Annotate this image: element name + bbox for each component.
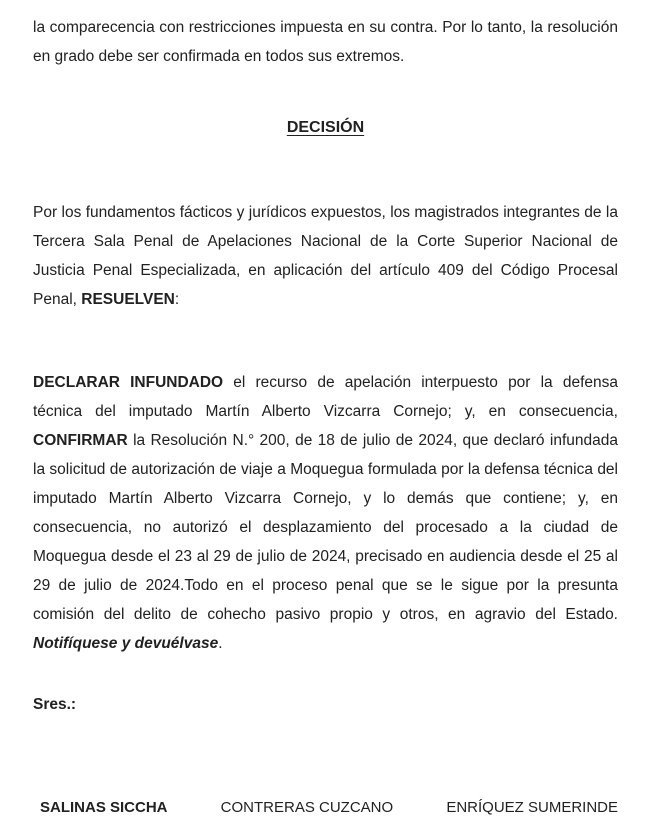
decision-paragraph [33,368,618,658]
decision-heading [33,113,618,142]
confirmar-term: CONFIRMAR [33,432,128,449]
resolution-lead-text: Por los fundamentos fácticos y jurídicos expuestos, los magistrados integrantes de la Tercera Sala Penal de Apelaciones Nacional de la Corte Superior Nacional de Justicia Penal Especializada, en aplicación del artículo 409 del Código Procesal Penal, [33,204,618,308]
intro-paragraph [33,13,618,71]
signature-salinas-siccha: SALINAS SICCHA [40,799,168,816]
resolution-colon: : [174,291,180,308]
intro-paragraph-text: la comparecencia con restricciones impuesta en su contra. Por lo tanto, la resolución en grado debe ser confirmada en todos sus extremos. [33,19,618,65]
signature-enriquez-sumerinde: ENRÍQUEZ SUMERINDE [446,799,618,816]
salutation [33,690,618,719]
closing-phrase: Notifíquese y devuélvase [33,635,219,652]
decision-segment-2: la Resolución N.° 200, de 18 de julio de 2024, que declaró infundada la solicitud de autorización de viaje a Moquegua formulada por la defensa técnica del imputado Martín Alberto Vizcarra Cornejo, y lo demás que contiene; y, en consecuencia, no autorizó el desplazamiento del procesado a la ciudad de Moquegua desde el 23 al 29 de julio de 2024, precisado en audiencia desde el 25 al 29 de julio de 2024.Todo en el proceso penal que se le sigue por la presunta comisión del delito de cohecho pasivo propio y otros, en agravio del Estado. [33,432,618,623]
resolution-paragraph [33,198,618,314]
resuelven-term: RESUELVEN [81,291,175,308]
signature-contreras-cuzcano: CONTRERAS CUZCANO [220,799,394,816]
decision-segment-1: el recurso de apelación interpuesto por la defensa técnica del imputado Martín Alberto Vizcarra Cornejo; y, en consecuencia, [33,374,618,420]
signature-row [33,793,618,822]
closing-period: . [218,635,223,652]
decision-heading-text: DECISIÓN [286,119,365,136]
salutation-text: Sres.: [33,696,77,713]
declarar-infundado-term: DECLARAR INFUNDADO [33,374,224,391]
